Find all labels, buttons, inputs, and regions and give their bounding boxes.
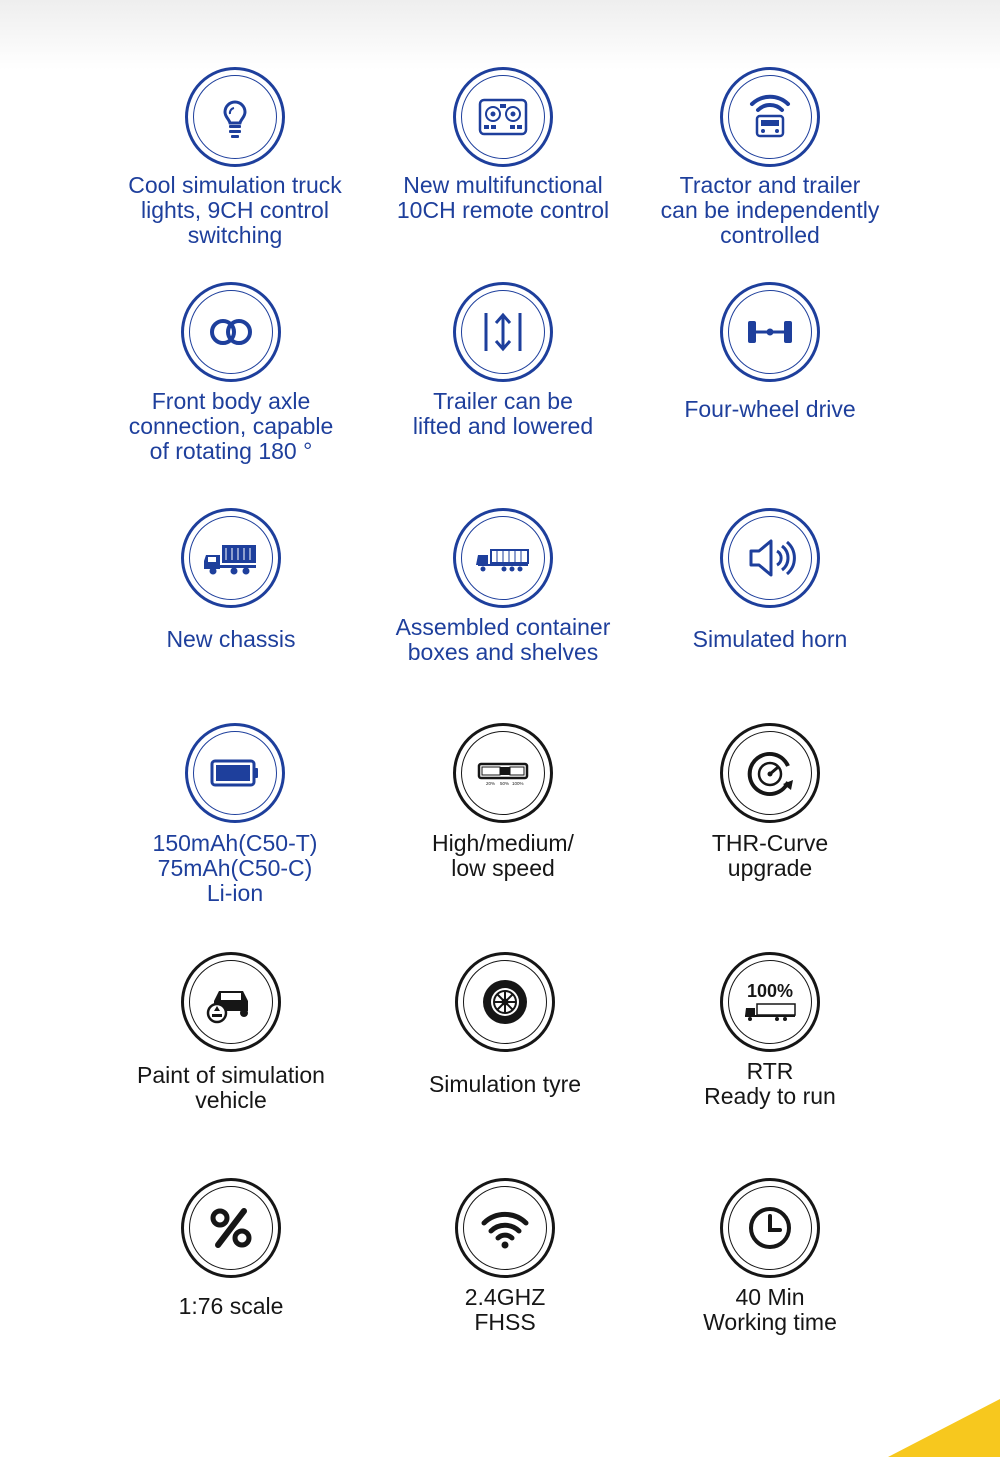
- rtr-truck-icon: [720, 952, 820, 1052]
- wireless-truck-icon: [720, 67, 820, 167]
- feature-caption: Simulated horn: [692, 626, 848, 652]
- feature-caption: Tractor and trailer can be independently controlled: [660, 172, 880, 248]
- horn-speaker-icon: [720, 508, 820, 608]
- feature-caption: 1:76 scale: [178, 1293, 284, 1319]
- feature-caption: THR-Curve upgrade: [711, 830, 829, 881]
- light-bulb-icon: [185, 67, 285, 167]
- remote-control-icon: [453, 67, 553, 167]
- speed-label-medium: 50%: [500, 781, 510, 786]
- four-wheel-drive-icon: [720, 282, 820, 382]
- speed-label-high: 100%: [512, 781, 524, 786]
- feature-caption: New chassis: [166, 626, 296, 652]
- paint-car-icon: [181, 952, 281, 1052]
- percent-icon: [181, 1178, 281, 1278]
- container-truck-icon: [453, 508, 553, 608]
- feature-caption: Trailer can be lifted and lowered: [412, 388, 594, 439]
- feature-caption: Four-wheel drive: [684, 396, 856, 422]
- feature-caption: Assembled container boxes and shelves: [395, 614, 611, 665]
- throttle-gauge-icon: [720, 723, 820, 823]
- battery-icon: [185, 723, 285, 823]
- lift-arrows-icon: [453, 282, 553, 382]
- rtr-badge: 100%: [746, 981, 794, 1001]
- feature-caption: Paint of simulation vehicle: [137, 1062, 325, 1113]
- feature-caption: Simulation tyre: [428, 1071, 582, 1097]
- feature-caption: RTR Ready to run: [704, 1058, 836, 1109]
- chassis-truck-icon: [181, 508, 281, 608]
- clock-icon: [720, 1178, 820, 1278]
- feature-caption: High/medium/ low speed: [432, 830, 574, 881]
- feature-caption: New multifunctional 10CH remote control: [396, 172, 610, 223]
- corner-accent: [888, 1399, 1000, 1457]
- axle-link-icon: [181, 282, 281, 382]
- speed-label-low: 20%: [486, 781, 496, 786]
- feature-caption: Front body axle connection, capable of rotating 180 °: [128, 388, 334, 464]
- feature-caption: 40 Min Working time: [703, 1284, 837, 1335]
- speed-bar-icon: [453, 723, 553, 823]
- feature-caption: 2.4GHZ FHSS: [464, 1284, 546, 1335]
- feature-caption: Cool simulation truck lights, 9CH control switching: [128, 172, 342, 248]
- wifi-icon: [455, 1178, 555, 1278]
- tyre-icon: [455, 952, 555, 1052]
- feature-caption: 150mAh(C50-T) 75mAh(C50-C) Li-ion: [152, 830, 318, 906]
